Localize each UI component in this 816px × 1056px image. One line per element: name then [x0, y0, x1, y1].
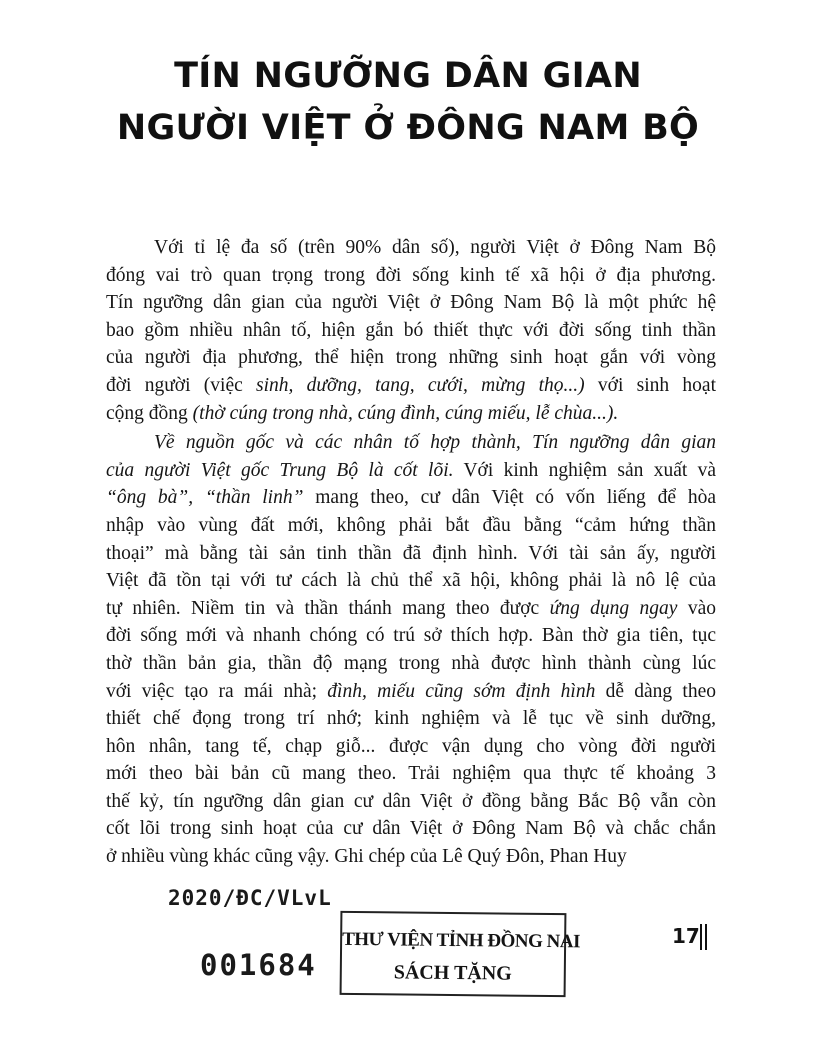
- text-line: [106, 372, 716, 400]
- text-run: thoại” mà bằng tài sản tinh thần đã định hình. Với tài sản ấy, người: [106, 542, 716, 564]
- text-line: [106, 733, 716, 761]
- text-run: dễ dàng theo: [595, 680, 716, 702]
- italic-text-run: “ông bà”, “thần linh”: [106, 487, 304, 509]
- text-line: [106, 760, 716, 788]
- text-run: nhập vào vùng đất mới, không phải bắt đầu bằng “cảm hứng thần: [106, 514, 716, 536]
- text-line: [106, 622, 716, 650]
- text-run: mới theo bài bản cũ mang theo. Trải nghiệm qua thực tế khoảng 3: [106, 763, 716, 785]
- library-stamp-label: SÁCH TẶNG: [393, 961, 512, 985]
- accession-number-stamp: 001684: [200, 948, 317, 982]
- text-run: thờ thần bản gia, thần độ mạng trong nhà được hình thành cùng lúc: [106, 652, 716, 674]
- page-number-bar: [700, 924, 707, 950]
- italic-text-run: của người Việt gốc Trung Bộ là cốt lõi.: [106, 459, 454, 481]
- text-line: [106, 595, 716, 623]
- text-run: tự nhiên. Niềm tin và thần thánh mang theo được: [106, 597, 550, 619]
- library-stamp: [340, 911, 581, 997]
- text-line: [106, 650, 716, 678]
- text-run: bao gồm nhiều nhân tố, hiện gắn bó thiết thực với đời sống tinh thần: [106, 319, 716, 341]
- handwritten-call-number: 2020/ĐC/VLvL: [168, 886, 332, 910]
- page-number: 17: [672, 924, 700, 948]
- paragraph-2: [106, 429, 716, 871]
- text-run: đời sống mới và nhanh chóng có trú sở thích hợp. Bàn thờ gia tiên, tục: [106, 625, 716, 647]
- text-run: đóng vai trò quan trọng trong đời sống kinh tế xã hội ở địa phương.: [106, 264, 716, 286]
- text-line: [106, 567, 716, 595]
- text-run: cốt lõi trong sinh hoạt của cư dân Việt ở Đông Nam Bộ và chắc chắn: [106, 818, 716, 840]
- text-run: thế kỷ, tín ngưỡng dân gian cư dân Việt ở đồng bằng Bắc Bộ vẫn còn: [106, 790, 716, 812]
- text-run: vào: [677, 597, 716, 619]
- italic-text-run: sinh, dưỡng, tang, cưới, mừng thọ...): [256, 374, 585, 396]
- text-line: [106, 317, 716, 345]
- text-run: hôn nhân, tang tế, chạp giỗ... được vận dụng cho vòng đời người: [106, 735, 716, 757]
- text-run: Việt đã tồn tại với tư cách là chủ thể xã hội, không phải là nô lệ của: [106, 570, 716, 592]
- text-run: đời người (việc: [106, 374, 257, 396]
- text-run: ở nhiều vùng khác cũng vậy. Ghi chép của Lê Quý Đôn, Phan Huy: [106, 846, 627, 868]
- italic-text-run: đình, miếu cũng sớm định hình: [327, 680, 596, 702]
- text-line: [106, 234, 716, 262]
- text-line: [106, 457, 716, 485]
- text-line: [106, 484, 716, 512]
- text-run: Tín ngưỡng dân gian của người Việt ở Đông Nam Bộ là một phức hệ: [106, 292, 716, 314]
- text-line: [106, 429, 716, 457]
- paragraph-1: [106, 234, 716, 427]
- text-line: [106, 788, 716, 816]
- title-line-2: NGƯỜI VIỆT Ở ĐÔNG NAM BỘ: [116, 108, 700, 148]
- text-line: [106, 540, 716, 568]
- text-run: thiết chế đọng trong trí nhớ; kinh nghiệm và lễ tục về sinh dưỡng,: [106, 708, 716, 730]
- library-stamp-name: THƯ VIỆN TỈNH ĐỒNG NAI: [342, 928, 581, 953]
- text-run: cộng đồng: [106, 402, 193, 424]
- text-run: với sinh hoạt: [584, 374, 717, 396]
- text-run: Với kinh nghiệm sản xuất và: [453, 459, 716, 481]
- text-line: [106, 815, 716, 843]
- text-line: [106, 705, 716, 733]
- italic-text-run: (thờ cúng trong nhà, cúng đình, cúng miếu, lễ chùa...).: [192, 402, 619, 424]
- italic-text-run: ứng dụng ngay: [549, 597, 678, 619]
- text-line: [106, 262, 716, 290]
- text-line: [106, 843, 716, 871]
- text-run: mang theo, cư dân Việt có vốn liếng để hòa: [303, 487, 716, 509]
- text-line: [106, 678, 716, 706]
- text-run: Với tỉ lệ đa số (trên 90% dân số), người Việt ở Đông Nam Bộ: [154, 237, 716, 258]
- italic-text-run: Về nguồn gốc và các nhân tố hợp thành, Tín ngưỡng dân gian: [154, 432, 716, 454]
- title-line-1: TÍN NGƯỠNG DÂN GIAN: [174, 56, 642, 96]
- body-text: [106, 234, 716, 871]
- text-run: với việc tạo ra mái nhà;: [106, 680, 328, 702]
- text-line: [106, 512, 716, 540]
- text-line: [106, 344, 716, 372]
- text-line: [106, 289, 716, 317]
- text-line: [106, 400, 716, 428]
- text-run: của người địa phương, thể hiện trong những sinh hoạt gắn với vòng: [106, 347, 716, 369]
